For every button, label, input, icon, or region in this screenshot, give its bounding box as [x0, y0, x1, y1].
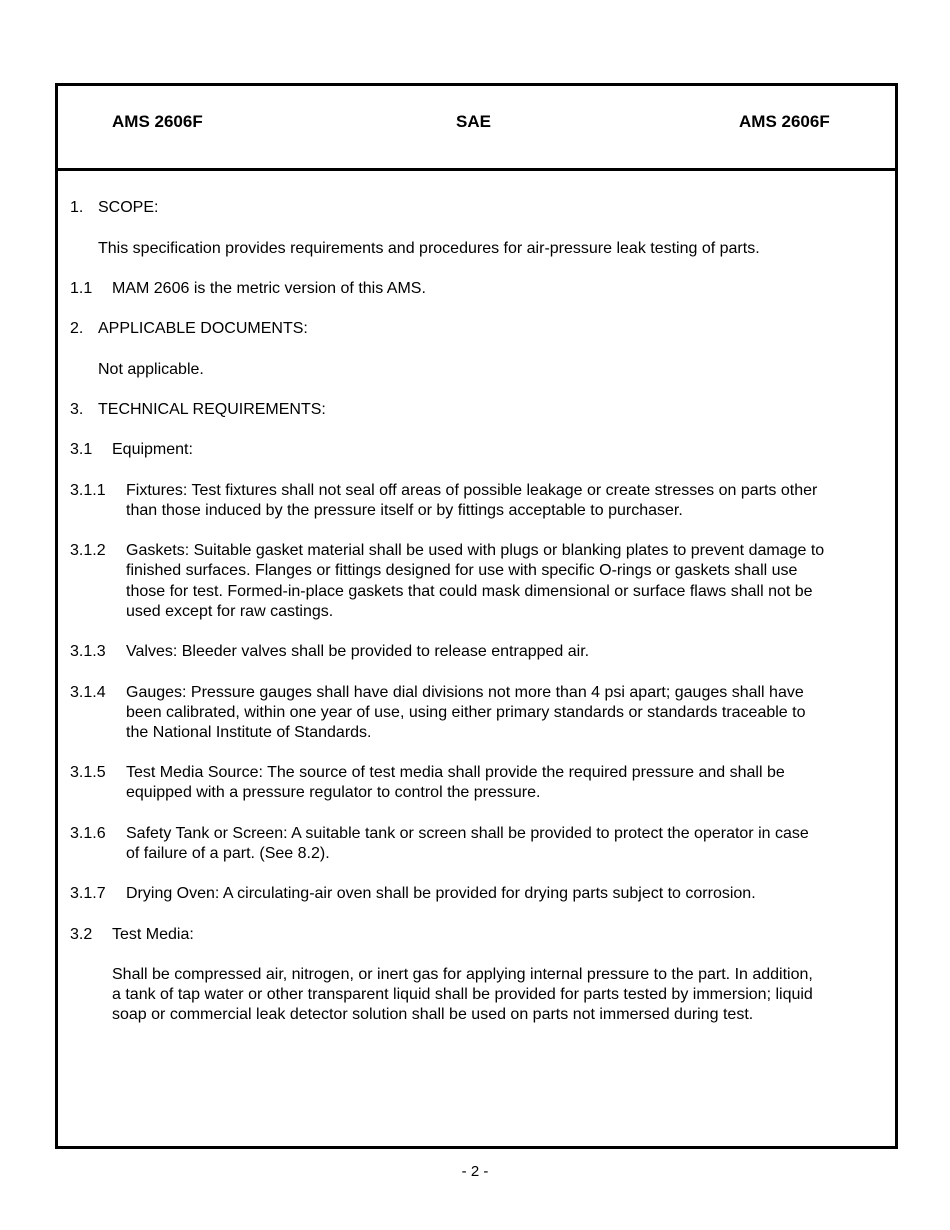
fixtures-line: Fixtures: Test fixtures shall not seal off areas of possible leakage or create stresses on parts other	[126, 482, 818, 499]
page-number: - 2 -	[461, 1163, 489, 1180]
valves-line: Valves: Bleeder valves shall be provided to release entrapped air.	[126, 643, 590, 660]
section-number: 1.	[70, 199, 84, 216]
test-media-source-line: Test Media Source: The source of test media shall provide the required pressure and shall be	[126, 764, 785, 781]
gauges-line: Gauges: Pressure gauges shall have dial divisions not more than 4 psi apart; gauges shall have	[126, 684, 804, 701]
scope-text: This specification provides requirements and procedures for air-pressure leak testing of parts.	[98, 240, 760, 257]
gaskets-line: used except for raw castings.	[126, 603, 334, 620]
test-media-line: Shall be compressed air, nitrogen, or inert gas for applying internal pressure to the part. In addition,	[112, 966, 813, 983]
applicable-documents-text: Not applicable.	[98, 361, 204, 378]
section-number: 3.1.3	[70, 643, 106, 660]
section-number: 3.1.4	[70, 684, 106, 701]
section-number: 2.	[70, 320, 84, 337]
section-title-scope: SCOPE:	[98, 199, 159, 216]
gauges-line: the National Institute of Standards.	[126, 724, 372, 741]
section-number: 3.	[70, 401, 84, 418]
section-number: 3.1.1	[70, 482, 106, 499]
section-number: 3.1	[70, 441, 93, 458]
section-title-applicable-documents: APPLICABLE DOCUMENTS:	[98, 320, 308, 337]
section-1-1-text: MAM 2606 is the metric version of this AMS.	[112, 280, 426, 297]
section-number: 3.1.5	[70, 764, 106, 781]
gaskets-line: Gaskets: Suitable gasket material shall be used with plugs or blanking plates to prevent damage to	[126, 542, 825, 559]
section-number: 3.1.7	[70, 885, 106, 902]
gauges-line: been calibrated, within one year of use, using either primary standards or standards traceable to	[126, 704, 806, 721]
drying-oven-line: Drying Oven: A circulating-air oven shall be provided for drying parts subject to corrosion.	[126, 885, 756, 902]
section-title-equipment: Equipment:	[112, 441, 193, 458]
test-media-line: a tank of tap water or other transparent liquid shall be provided for parts tested by immersion; liquid	[112, 986, 813, 1003]
fixtures-line: than those induced by the pressure itself or by fittings acceptable to purchaser.	[126, 502, 683, 519]
gaskets-line: finished surfaces. Flanges or fittings designed for use with specific O-rings or gaskets shall use	[126, 562, 798, 579]
test-media-line: soap or commercial leak detector solution shall be used on parts not immersed during test.	[112, 1006, 754, 1023]
header-organization: SAE	[456, 112, 491, 131]
safety-tank-line: of failure of a part. (See 8.2).	[126, 845, 330, 862]
section-title-test-media: Test Media:	[112, 926, 194, 943]
document-header	[58, 86, 895, 171]
section-number: 3.2	[70, 926, 93, 943]
header-doc-number-right: AMS 2606F	[739, 112, 830, 131]
section-title-technical-requirements: TECHNICAL REQUIREMENTS:	[98, 401, 326, 418]
section-number: 1.1	[70, 280, 93, 297]
safety-tank-line: Safety Tank or Screen: A suitable tank or screen shall be provided to protect the operator in case	[126, 825, 809, 842]
gaskets-line: those for test. Formed-in-place gaskets that could mask dimensional or surface flaws shall not be	[126, 583, 813, 600]
test-media-source-line: equipped with a pressure regulator to control the pressure.	[126, 784, 541, 801]
header-doc-number-left: AMS 2606F	[112, 112, 203, 131]
section-number: 3.1.6	[70, 825, 106, 842]
section-number: 3.1.2	[70, 542, 106, 559]
